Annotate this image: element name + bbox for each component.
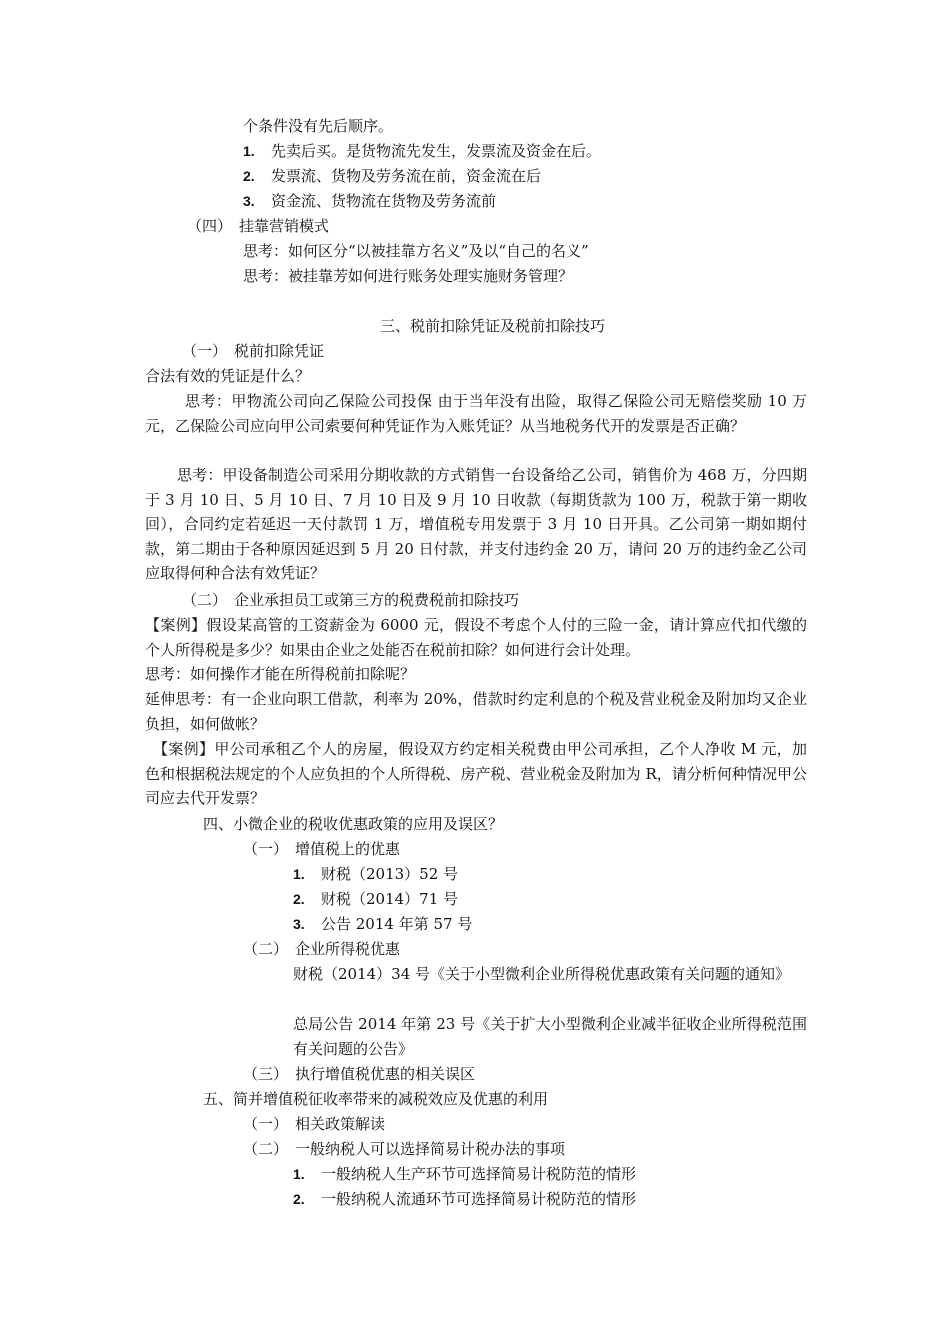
subsection-title: 挂靠营销模式 — [239, 217, 330, 235]
paragraph: 【案例】甲公司承租乙个人的房屋，假设双方约定相关税费由甲公司承担，乙个人净收 M 元，加色和根据税法规定的个人应负担的个人所得税、房产税、营业税金及附加为 R，请分析何种情况甲公司应去代开发票？ — [145, 740, 807, 807]
subsection-number: （二） — [182, 591, 228, 609]
subsection-number: （一） — [182, 342, 228, 360]
text-line: 思考：如何操作才能在所得税前扣除呢？ — [145, 665, 416, 683]
paragraph: 延伸思考：有一企业向职工借款，利率为 20%，借款时约定利息的个税及营业税金及附加均又企业负担，如何做帐？ — [145, 690, 807, 733]
list-number: 2. — [293, 891, 305, 907]
list-item — [293, 912, 472, 936]
list-number: 3. — [293, 916, 305, 932]
subsection-title: 一般纳税人可以选择简易计税办法的事项 — [295, 1140, 566, 1158]
subsection-heading — [182, 339, 324, 363]
list-item — [243, 189, 496, 213]
subsection-heading — [182, 588, 519, 612]
list-item-text: 资金流、货物流在货物及劳务流前 — [271, 192, 497, 210]
subsection-title: 税前扣除凭证 — [234, 342, 325, 360]
paragraph: 【案例】假设某高管的工资薪金为 6000 元，假设不考虑个人付的三险一金，请计算应代扣代缴的个人所得税是多少？如果由企业之处能否在税前扣除？如何进行会计处理。 — [145, 616, 807, 659]
subsection-heading — [243, 1062, 475, 1086]
subsection-number: （二） — [243, 940, 289, 958]
subsection-title: 执行增值税优惠的相关误区 — [295, 1065, 476, 1083]
list-number: 1. — [293, 1166, 305, 1182]
list-item — [293, 862, 458, 886]
paragraph: 思考：甲物流公司向乙保险公司投保 由于当年没有出险，取得乙保险公司无赔偿奖励 10 万元，乙保险公司应向甲公司索要何种凭证作为入账凭证？从当地税务代开的发票是否正确？ — [145, 392, 807, 435]
subsection-number: （二） — [243, 1140, 289, 1158]
list-item — [293, 1162, 636, 1186]
subsection-number: （一） — [243, 840, 289, 858]
subsection-number: （四） — [187, 217, 233, 235]
section-heading: 四、小微企业的税收优惠政策的应用及误区？ — [203, 815, 504, 833]
section-heading: 五、简并增值税征收率带来的减税效应及优惠的利用 — [203, 1090, 549, 1108]
paragraph: 思考：甲设备制造公司采用分期收款的方式销售一台设备给乙公司，销售价为 468 万，分四期于 3 月 10 日、5 月 10 日、7 月 10 日及 9 月 10 日收款（每期货款为 100 万，税款于第一期收回），合同约定若延迟一天付款罚 1 万，增值税专用发票于 3 月 10 日开具。乙公司第一期如期付款，第二期由于各种原因延迟到 5 月 20 日付款，并支付违约金 20 万，请问 20 万的违约金乙公司应取得何种合法有效凭证？ — [145, 466, 807, 582]
subsection-heading — [187, 214, 329, 238]
list-item-text: 一般纳税人生产环节可选择简易计税防范的情形 — [321, 1165, 637, 1183]
subsection-number: （三） — [243, 1065, 289, 1083]
text-line: 思考：被挂靠芳如何进行账务处理实施财务管理？ — [243, 267, 574, 285]
subsection-number: （一） — [243, 1115, 289, 1133]
list-number: 1. — [243, 143, 255, 159]
subsection-title: 企业所得税优惠 — [295, 940, 401, 958]
subsection-heading — [243, 937, 400, 961]
section-heading: 三、税前扣除凭证及税前扣除技巧 — [380, 317, 606, 335]
subsection-heading — [243, 837, 400, 861]
list-item — [293, 1187, 636, 1211]
list-number: 1. — [293, 866, 305, 882]
list-item-text: 发票流、货物及劳务流在前，资金流在后 — [271, 167, 542, 185]
text-line: 思考：如何区分“以被挂靠方名义”及以“自己的名义” — [243, 242, 589, 260]
subsection-title: 企业承担员工或第三方的税费税前扣除技巧 — [234, 591, 520, 609]
list-item-text: 一般纳税人流通环节可选择简易计税防范的情形 — [321, 1190, 637, 1208]
subsection-heading — [243, 1112, 385, 1136]
paragraph: 财税（2014）34 号《关于小型微利企业所得税优惠政策有关问题的通知》 — [293, 965, 791, 983]
list-item-text: 先卖后买。是货物流先发生，发票流及资金在后。 — [271, 142, 602, 160]
list-number: 2. — [293, 1191, 305, 1207]
list-number: 3. — [243, 193, 255, 209]
list-item — [293, 887, 458, 911]
text-line: 个条件没有先后顺序。 — [243, 117, 394, 135]
list-item-text: 财税（2013）52 号 — [321, 865, 459, 883]
subsection-title: 相关政策解读 — [295, 1115, 386, 1133]
paragraph: 总局公告 2014 年第 23 号《关于扩大小型微利企业减半征收企业所得税范围有关问题的公告》 — [293, 1015, 807, 1058]
list-item — [243, 139, 601, 163]
list-item-text: 公告 2014 年第 57 号 — [321, 915, 473, 933]
list-item-text: 财税（2014）71 号 — [321, 890, 459, 908]
subsection-title: 增值税上的优惠 — [295, 840, 401, 858]
list-item — [243, 164, 541, 188]
subsection-heading — [243, 1137, 565, 1161]
list-number: 2. — [243, 168, 255, 184]
text-line: 合法有效的凭证是什么？ — [145, 367, 311, 385]
